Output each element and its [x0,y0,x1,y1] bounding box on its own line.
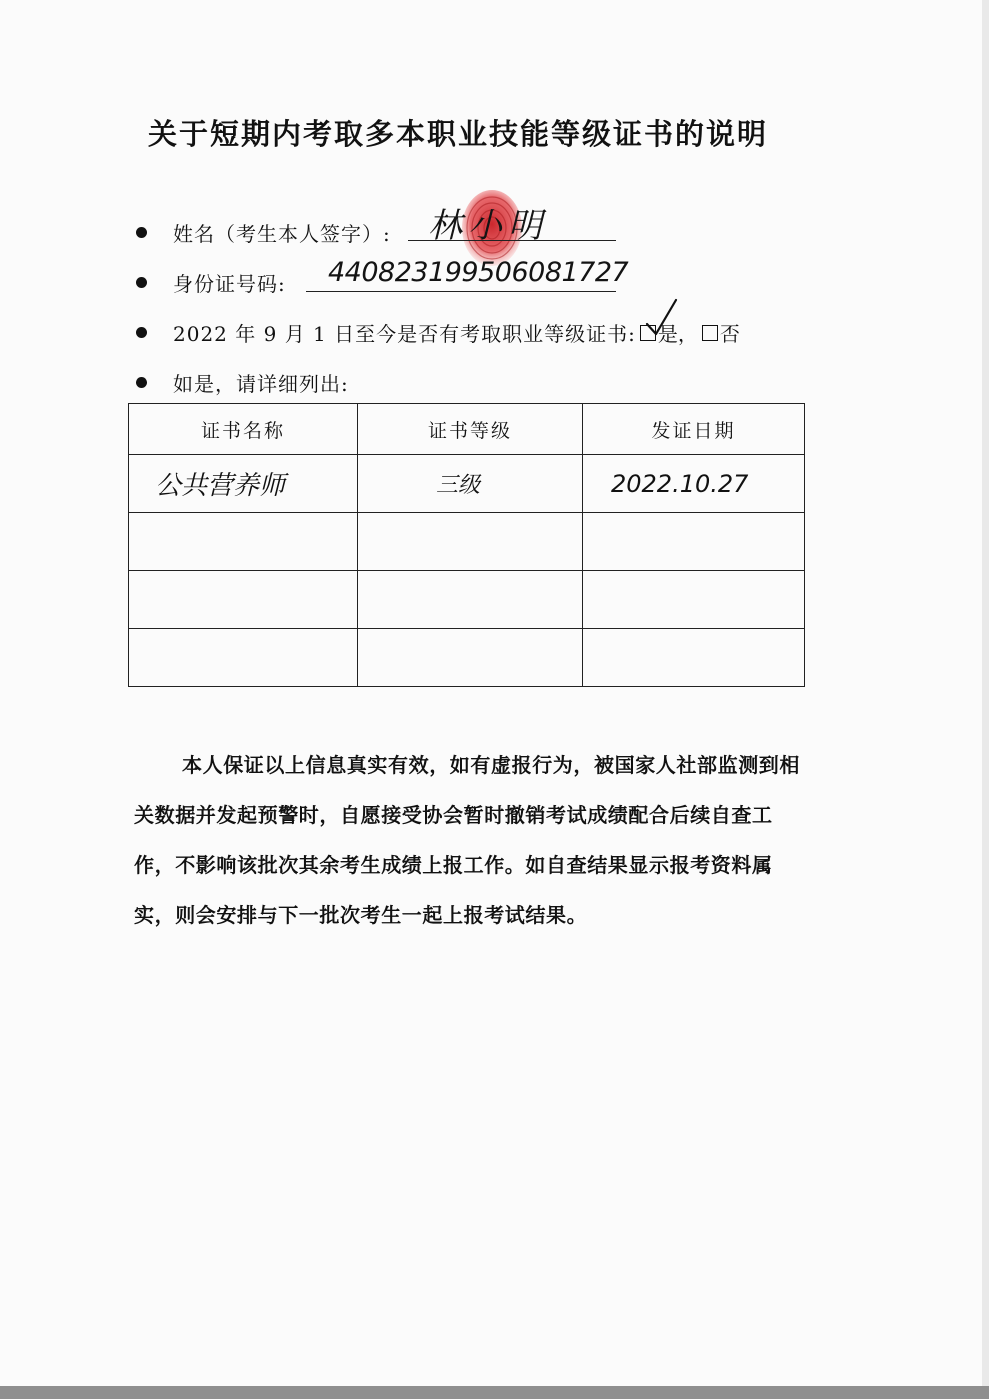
table-row [129,513,805,571]
id-number-handwritten: 440823199506081727 [328,257,629,288]
cell-issue-date[interactable]: 2022.10.27 [583,455,805,513]
table-header-row [129,404,805,455]
cell-certificate-name[interactable] [129,571,358,629]
id-label: 身份证号码: [173,272,286,296]
cell-certificate-level[interactable]: 三级 [358,455,583,513]
name-signature: 林小明 [428,206,548,246]
id-underline [306,291,616,292]
no-option-label: 否 [719,322,740,346]
cell-certificate-name[interactable]: 公共营养师 [129,455,358,513]
cell-certificate-level[interactable] [358,629,583,687]
table-row [129,571,805,629]
check-mark-icon [644,298,680,338]
table-row [129,455,805,513]
detail-row [136,368,349,397]
header-issue-date: 发证日期 [583,404,805,455]
name-label: 姓名（考生本人签字）: [173,222,391,246]
page-edge-bottom [0,1386,989,1399]
cell-certificate-level[interactable] [358,571,583,629]
detail-label: 如是，请详细列出: [173,372,349,396]
cell-issue-date[interactable] [583,571,805,629]
bullet-icon [136,277,147,288]
document-title: 关于短期内考取多本职业技能等级证书的说明 [148,117,769,151]
id-field-row [136,268,286,297]
table-row [129,629,805,687]
cell-certificate-name[interactable] [129,513,358,571]
certificate-question-label: 2022 年 9 月 1 日至今是否有考取职业等级证书: [173,322,636,346]
cell-certificate-level[interactable] [358,513,583,571]
bullet-icon [136,377,147,388]
name-field-row [136,218,391,247]
cell-issue-date[interactable] [583,513,805,571]
page-edge-right [982,0,989,1399]
bullet-icon [136,327,147,338]
header-certificate-name: 证书名称 [129,404,358,455]
bullet-icon [136,227,147,238]
header-certificate-level: 证书等级 [358,404,583,455]
yes-option-label: 是， [657,322,698,346]
statement-paragraph: 本人保证以上信息真实有效，如有虚报行为，被国家人社部监测到相关数据并发起预警时，自愿接受协会暂时撤销考试成绩配合后续自查工作，不影响该批次其余考生成绩上报工作。如自查结果显示报考资料属实，则会安排与下一批次考生一起上报考试结果。 [134,753,800,927]
no-checkbox[interactable] [702,325,718,341]
cell-certificate-name[interactable] [129,629,358,687]
cell-issue-date[interactable] [583,629,805,687]
certificate-table [128,403,805,687]
